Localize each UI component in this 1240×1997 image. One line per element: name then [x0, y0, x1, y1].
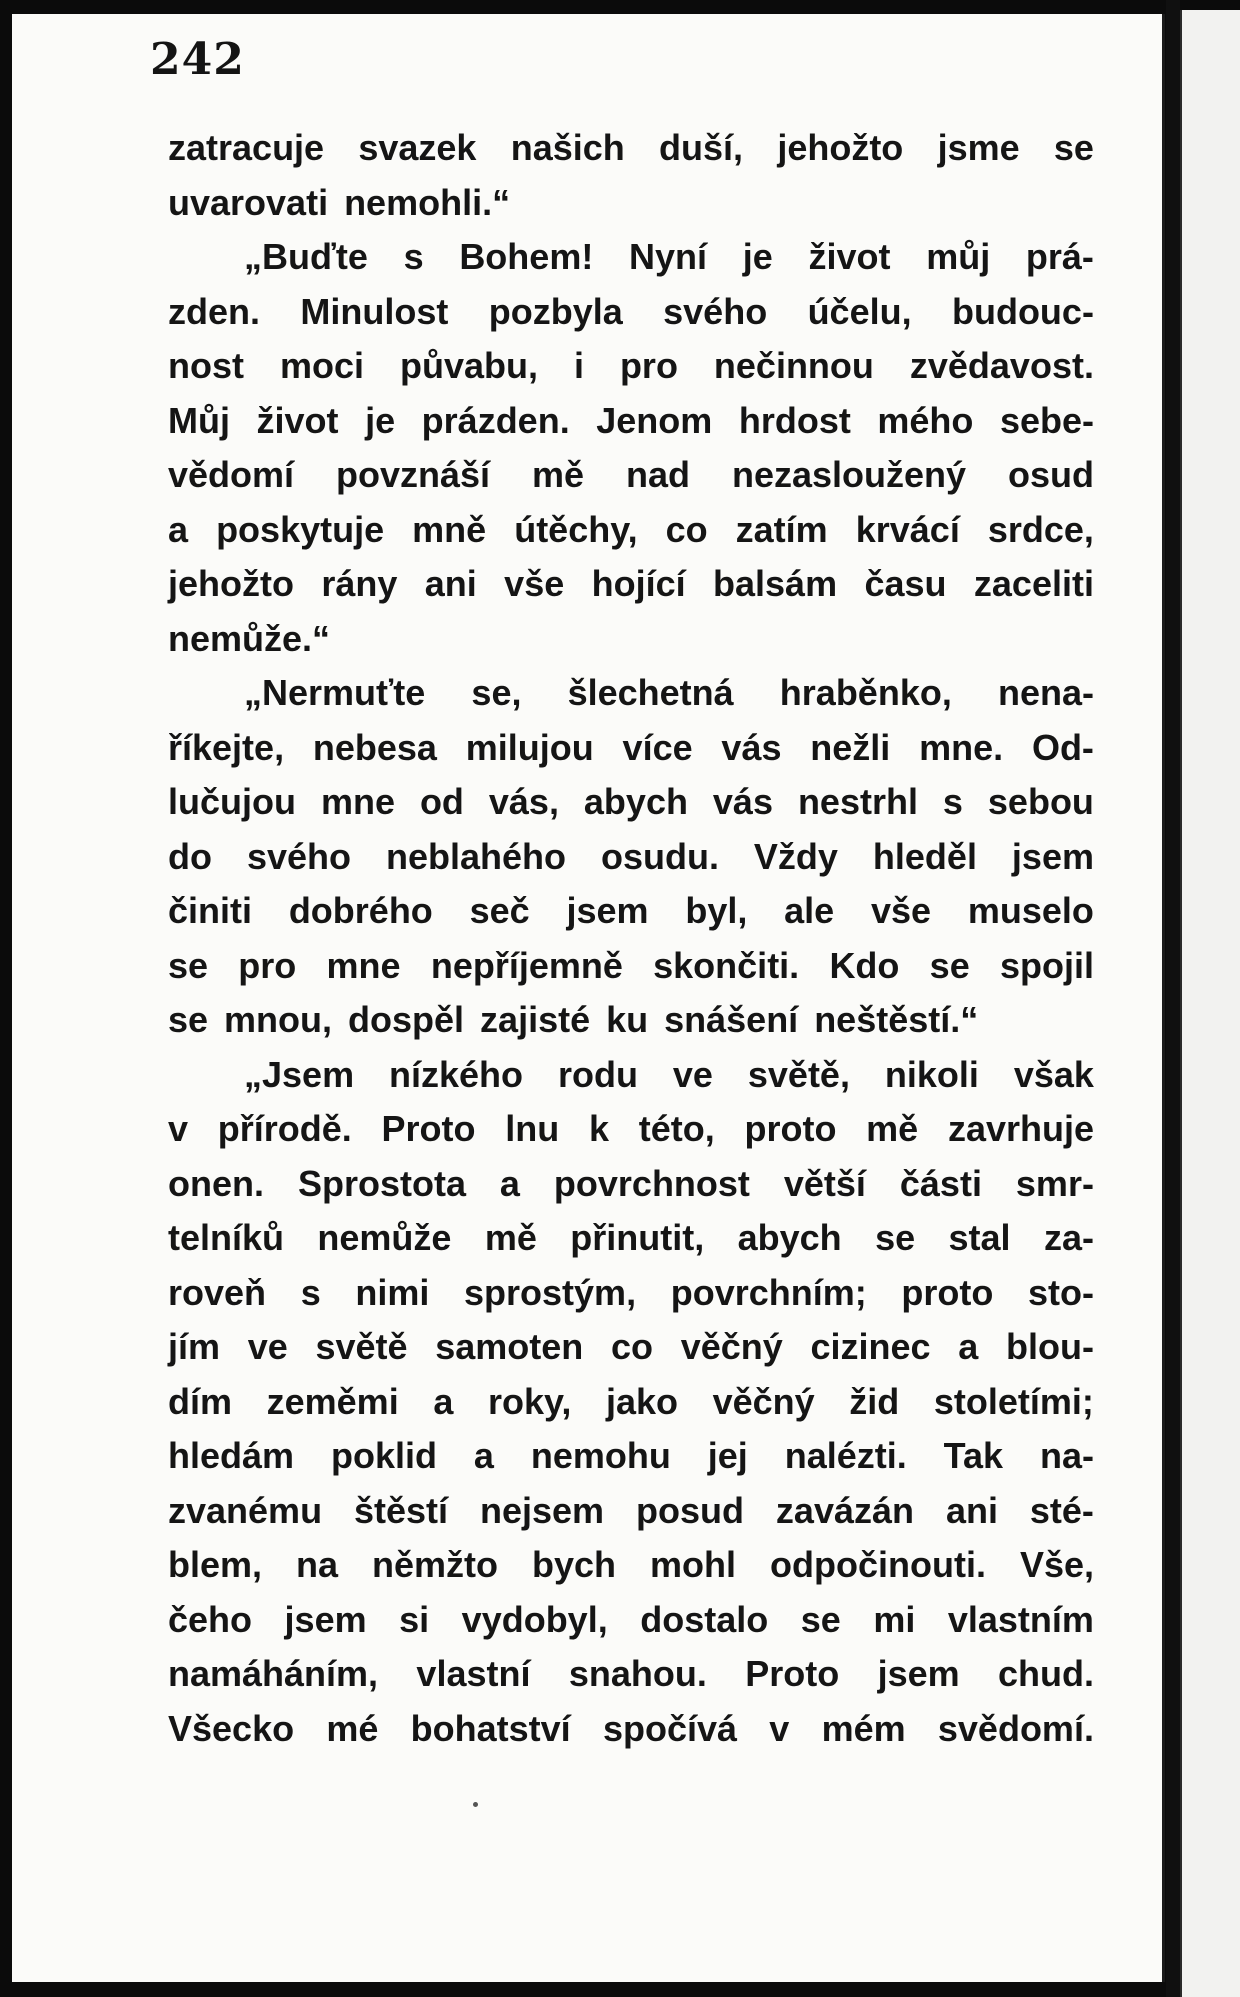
print-speck: [473, 1802, 478, 1807]
text-line: činiti dobrého seč jsem byl, ale vše muselo: [168, 890, 1094, 931]
text-line: dím zeměmi a roky, jako věčný žid stoletími;: [168, 1380, 1094, 1422]
text-line: roveň s nimi sprostým, povrchním; proto sto-: [168, 1271, 1094, 1313]
body-text: [168, 121, 1094, 1756]
text-line: nemůže.“: [168, 617, 331, 659]
adjacent-page-edge: [1180, 10, 1240, 1997]
text-line: jehožto rány ani vše hojící balsám času zaceliti: [168, 563, 1094, 604]
page-number: 242: [150, 34, 245, 85]
text-line: Všecko mé bohatství spočívá v mém svědomí.: [168, 1707, 1094, 1749]
binding-shadow: [1166, 0, 1180, 1997]
text-line: telníků nemůže mě přinutit, abych se stal za-: [168, 1217, 1094, 1258]
text-line: zden. Minulost pozbyla svého účelu, budouc-: [168, 290, 1094, 332]
text-line: hledám poklid a nemohu jej nalézti. Tak na-: [168, 1435, 1094, 1476]
text-line: zatracuje svazek našich duší, jehožto jsme se: [168, 127, 1094, 168]
text-line: se mnou, dospěl zajisté ku snášení neštěstí.“: [168, 999, 979, 1040]
text-line: nost moci půvabu, i pro nečinnou zvědavost.: [168, 345, 1094, 386]
text-line: v přírodě. Proto lnu k této, proto mě zavrhuje: [168, 1108, 1094, 1149]
text-line: vědomí povznáší mě nad nezasloužený osud: [168, 454, 1094, 495]
text-line: do svého neblahého osudu. Vždy hleděl jsem: [168, 835, 1094, 877]
text-line: „Buďte s Bohem! Nyní je život můj prá-: [244, 236, 1094, 277]
text-line: „Jsem nízkého rodu ve světě, nikoli však: [244, 1053, 1094, 1095]
text-line: říkejte, nebesa milujou více vás nežli mne. Od-: [168, 726, 1094, 768]
text-line: Můj život je prázden. Jenom hrdost mého sebe-: [168, 399, 1094, 441]
text-line: namáháním, vlastní snahou. Proto jsem chud.: [168, 1653, 1094, 1694]
text-line: zvanému štěstí nejsem posud zavázán ani sté-: [168, 1489, 1094, 1531]
text-line: onen. Sprostota a povrchnost větší části smr-: [168, 1162, 1094, 1204]
text-line: „Nermuťte se, šlechetná hraběnko, nena-: [244, 672, 1094, 713]
text-line: a poskytuje mně útěchy, co zatím krvácí srdce,: [168, 508, 1094, 550]
text-line: jím ve světě samoten co věčný cizinec a blou-: [168, 1326, 1094, 1367]
text-line: blem, na němžto bych mohl odpočinouti. Vše,: [168, 1544, 1094, 1585]
text-line: čeho jsem si vydobyl, dostalo se mi vlastním: [168, 1598, 1094, 1640]
text-line: se pro mne nepříjemně skončiti. Kdo se spojil: [168, 944, 1094, 986]
text-line: uvarovati nemohli.“: [168, 181, 511, 223]
text-line: lučujou mne od vás, abych vás nestrhl s sebou: [168, 781, 1094, 822]
